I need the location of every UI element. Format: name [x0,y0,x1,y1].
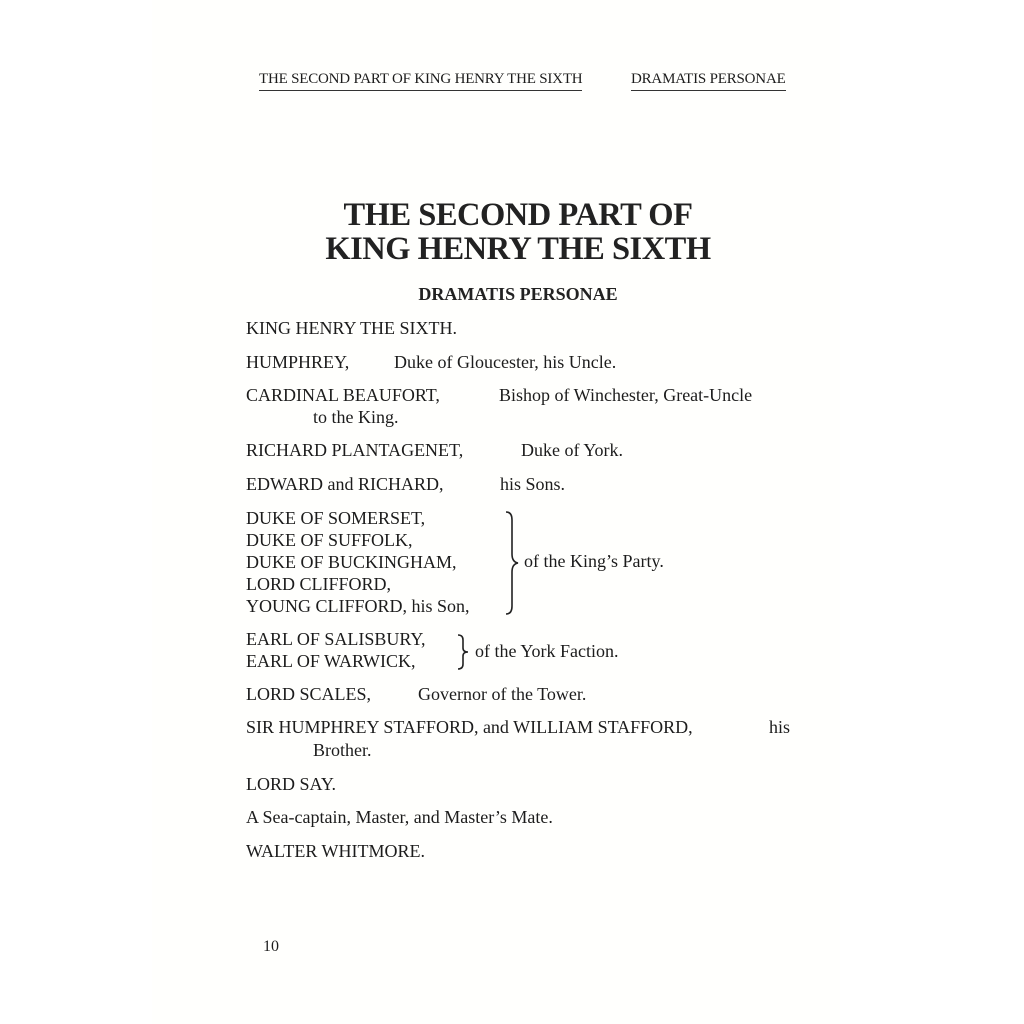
character-scales-desc: Governor of the Tower. [418,684,587,704]
kings-party-member: DUKE OF BUCKINGHAM, [246,552,457,572]
character-beaufort-desc-cont: to the King. [313,407,399,427]
kings-party-brace-icon [502,510,522,616]
character-plantagenet-name: RICHARD PLANTAGENET, [246,440,464,460]
character-lord-say: LORD SAY. [246,774,337,794]
character-humphrey-name: HUMPHREY, [246,352,350,372]
character-sons-desc: his Sons. [500,474,566,494]
page-number: 10 [263,938,279,955]
kings-party-member: DUKE OF SOMERSET, [246,508,426,528]
character-beaufort-desc: Bishop of Winchester, Great-Uncle [499,385,753,405]
york-faction-desc: of the York Faction. [475,641,619,661]
character-plantagenet-desc: Duke of York. [521,440,624,460]
dramatis-personae-heading: DRAMATIS PERSONAE [418,284,618,304]
character-king-henry: KING HENRY THE SIXTH. [246,318,457,338]
play-title-line-1: THE SECOND PART OF [343,197,693,233]
running-head-left: THE SECOND PART OF KING HENRY THE SIXTH [259,71,582,91]
kings-party-member: DUKE OF SUFFOLK, [246,530,413,550]
running-head-right: DRAMATIS PERSONAE [631,71,786,91]
play-title [240,198,796,266]
character-walter-whitmore: WALTER WHITMORE. [246,841,425,861]
character-sons-name: EDWARD and RICHARD, [246,474,444,494]
character-stafford-desc-cont: Brother. [313,740,372,760]
kings-party-member: LORD CLIFFORD, [246,574,392,594]
character-humphrey-desc: Duke of Gloucester, his Uncle. [394,352,617,372]
kings-party-desc: of the King’s Party. [524,551,664,571]
character-stafford-desc: his [769,717,791,737]
play-title-line-2: KING HENRY THE SIXTH [325,231,711,267]
character-stafford-name: SIR HUMPHREY STAFFORD, and WILLIAM STAFFORD, [246,717,693,737]
character-sea-captain: A Sea-captain, Master, and Master’s Mate. [246,807,553,827]
york-faction-member: EARL OF SALISBURY, [246,629,426,649]
character-beaufort-name: CARDINAL BEAUFORT, [246,385,440,405]
york-faction-brace-icon [455,633,471,671]
kings-party-member: YOUNG CLIFFORD, his Son, [246,596,470,616]
character-scales-name: LORD SCALES, [246,684,372,704]
york-faction-member: EARL OF WARWICK, [246,651,416,671]
